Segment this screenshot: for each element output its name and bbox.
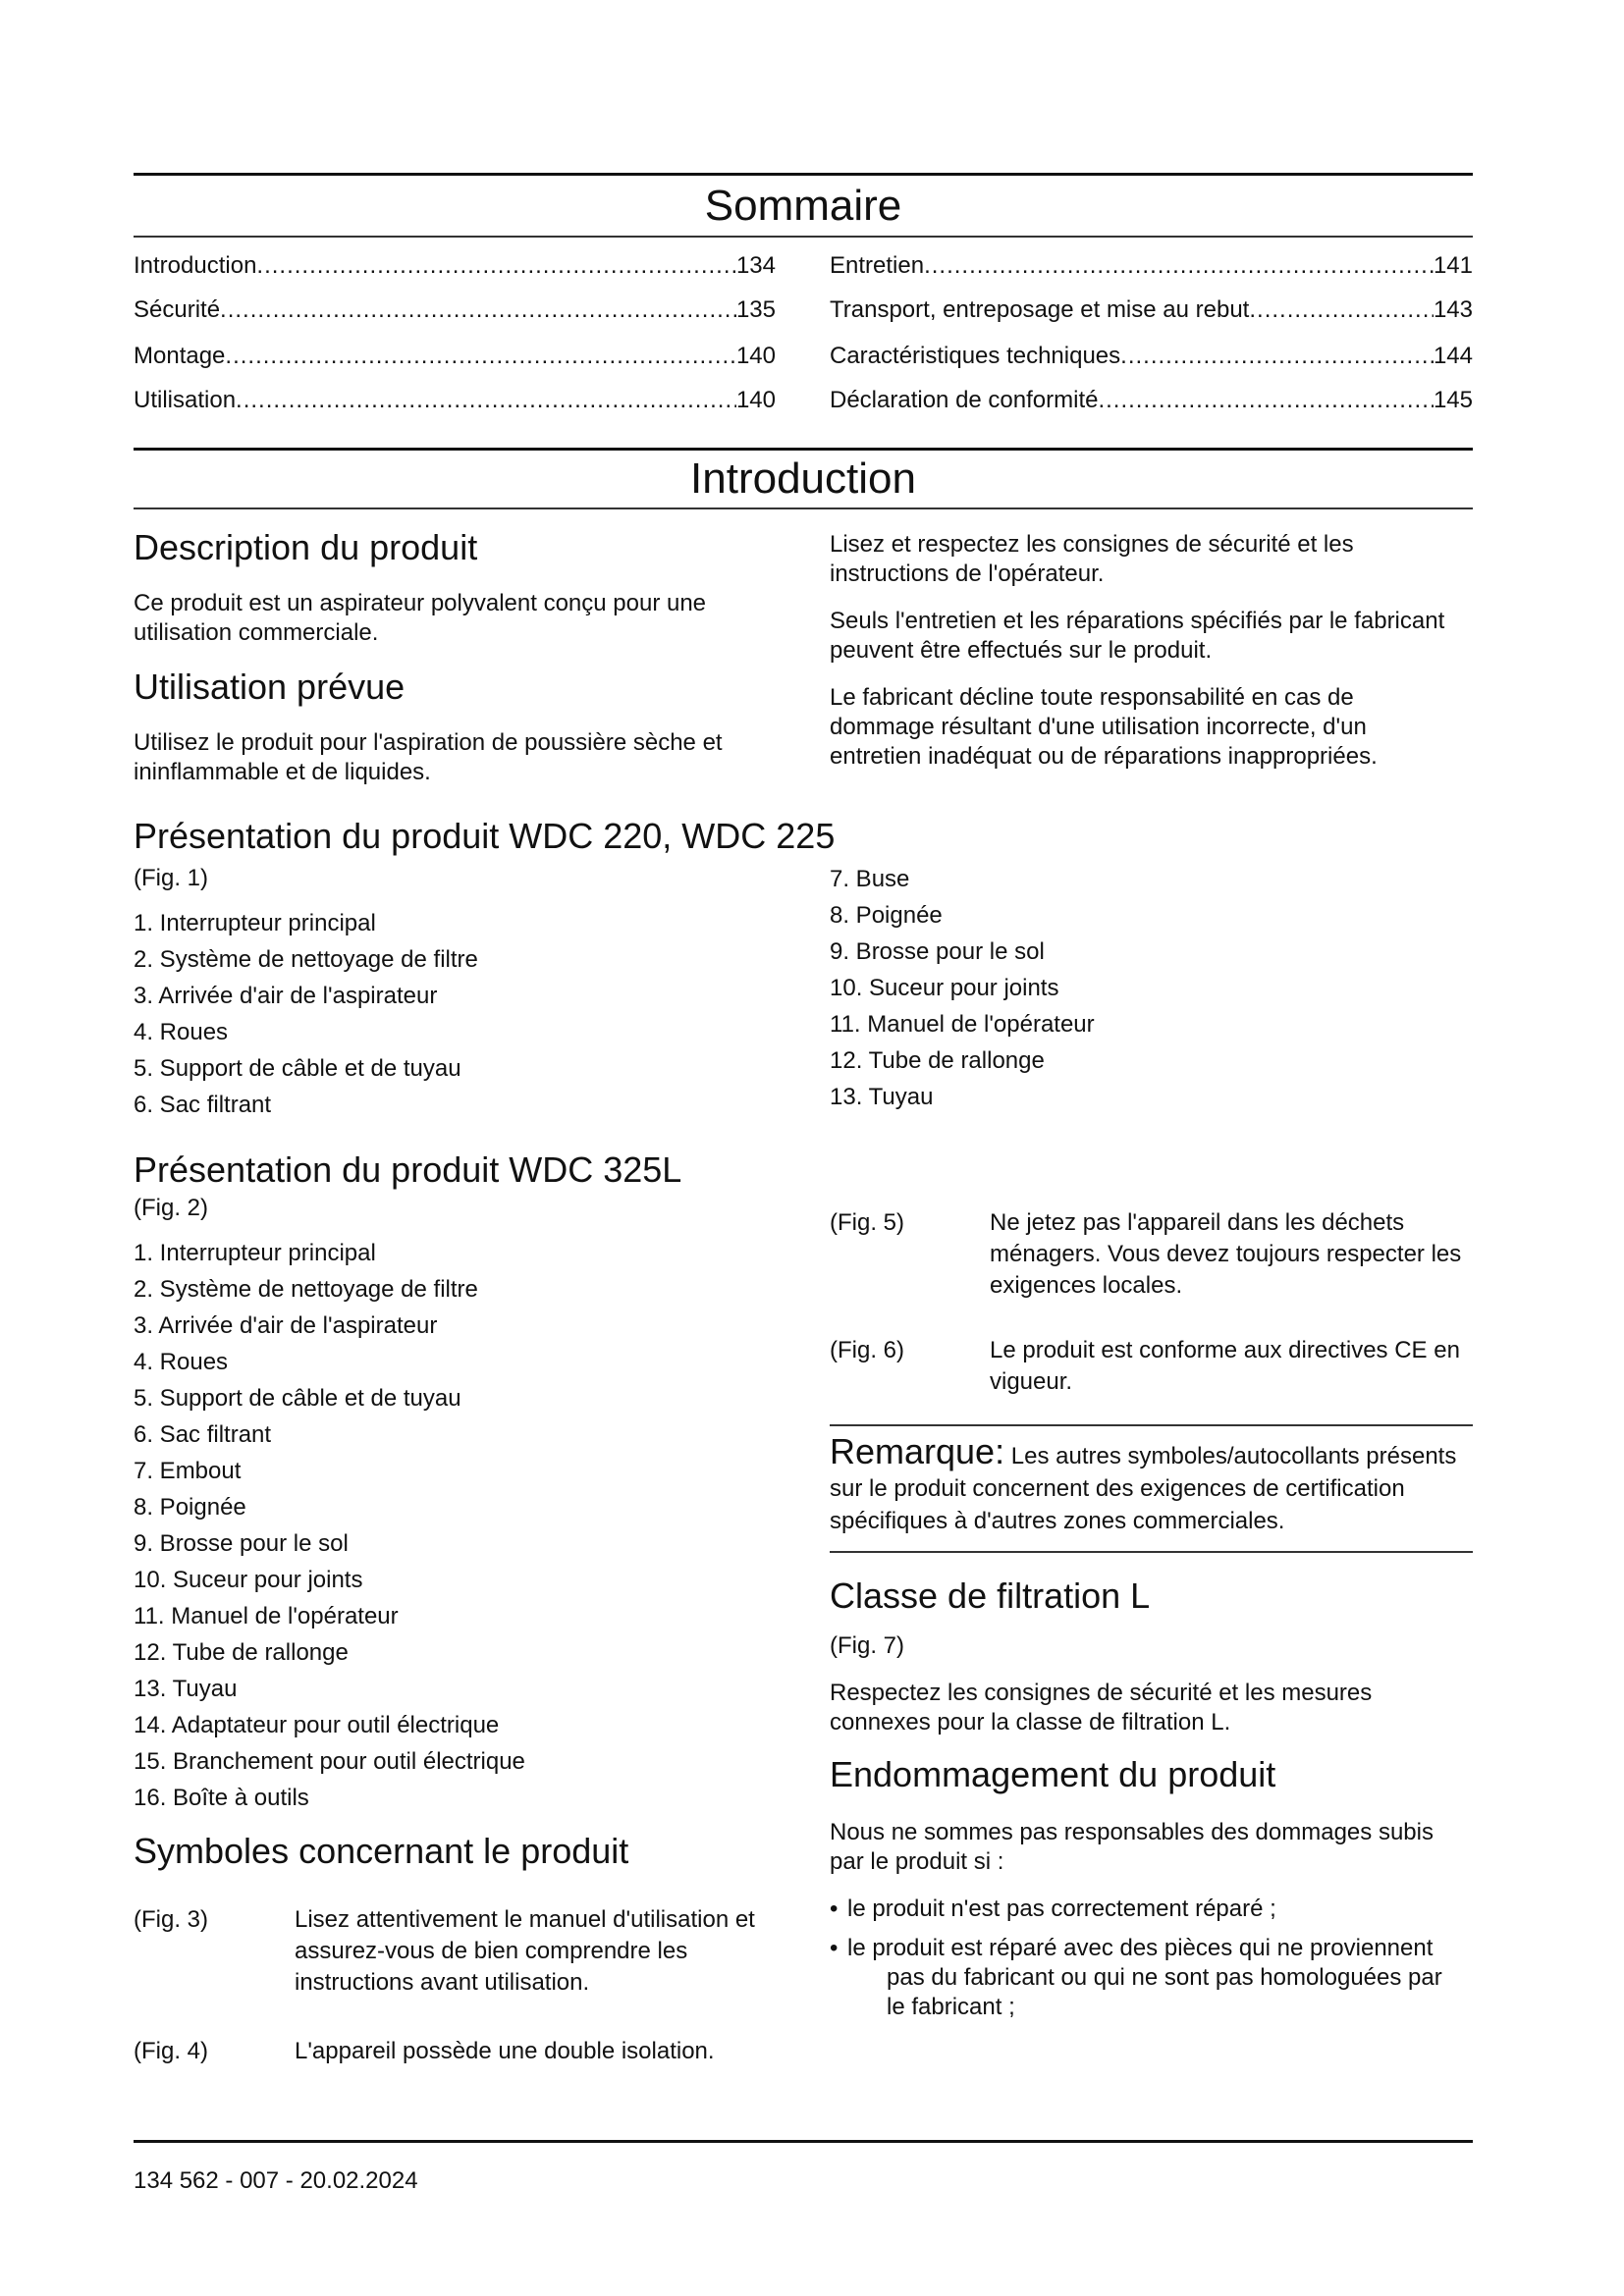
toc-entry-securite[interactable]: Sécurité ..... 135 [134,295,776,325]
description-heading: Description du produit [134,527,478,567]
bullet-dot: • [830,1935,839,1961]
overview1-list-left [134,905,478,1123]
remark-block [830,1431,1478,1537]
list-item: 16. Boîte à outils [134,1785,309,1811]
intro-right-p2: Seuls l'entretien et les réparations spécifiés par le fabricant peuvent être effectués sur le produit. [830,608,1445,664]
list-item: 2. Système de nettoyage de filtre [134,1276,478,1303]
list-item: 1. Interrupteur principal [134,910,376,936]
usage-text: Utilisez le produit pour l'aspiration de poussière sèche et ininflammable et de liquides. [134,729,723,785]
toc-entry-declaration[interactable]: Déclaration de conformité ..... 145 [830,386,1473,415]
damage-bullet-2: • le produit est réparé avec des pièces qui ne proviennent pas du fabricant ou qui ne sont pas homologuées par le fabricant ; [830,1935,1442,2020]
toc-entry-introduction[interactable]: Introduction ..... 134 [134,251,776,281]
toc-entry-caracteristiques[interactable]: Caractéristiques techniques ..... 144 [830,342,1473,371]
list-item: 5. Support de câble et de tuyau [134,1055,461,1082]
toc-entry-utilisation[interactable]: Utilisation ..... 140 [134,386,776,415]
fig6-text: Le produit est conforme aux directives CE en vigueur. [990,1337,1460,1395]
list-item: 2. Système de nettoyage de filtre [134,946,478,973]
list-item: 8. Poignée [134,1494,246,1521]
overview2-fig: (Fig. 2) [134,1195,209,1221]
description-text: Ce produit est un aspirateur polyvalent conçu pour une utilisation commerciale. [134,590,707,646]
list-item: 10. Suceur pour joints [134,1567,363,1593]
toc-title-rule [134,236,1473,238]
toc-entry-montage[interactable]: Montage ..... 140 [134,342,776,371]
intro-right-p1: Lisez et respectez les consignes de sécurité et les instructions de l'opérateur. [830,531,1354,587]
list-item: 6. Sac filtrant [134,1421,272,1448]
remark-text: Les autres symboles/autocollants présents sur le produit concernent des exigences de certification spécifiques à d'autres zones commerciales. [830,1443,1457,1534]
intro-top-rule [134,448,1473,451]
damage-heading: Endommagement du produit [830,1754,1276,1794]
list-item: 4. Roues [134,1019,229,1045]
filter-class-text: Respectez les consignes de sécurité et les mesures connexes pour la classe de filtration L. [830,1680,1373,1735]
filter-class-heading: Classe de filtration L [830,1575,1151,1616]
overview1-list-right [830,861,1095,1115]
damage-text: Nous ne sommes pas responsables des dommages subis par le produit si : [830,1819,1434,1875]
remark-bottom-rule [830,1551,1473,1553]
list-item: 1. Interrupteur principal [134,1240,376,1266]
list-item: 7. Buse [830,866,910,892]
fig4-ref: (Fig. 4) [134,2038,209,2064]
footer-rule [134,2140,1473,2143]
list-item: 12. Tube de rallonge [830,1047,1045,1074]
list-item: 15. Branchement pour outil électrique [134,1748,525,1775]
footer-doc-ref: 134 562 - 007 - 20.02.2024 [134,2167,418,2194]
list-item: 13. Tuyau [830,1084,934,1110]
toc-title: Sommaire [704,182,902,230]
list-item: 12. Tube de rallonge [134,1639,349,1666]
overview2-list [134,1235,525,1816]
list-item: 13. Tuyau [134,1676,238,1702]
usage-heading: Utilisation prévue [134,667,406,707]
bullet-dot: • [830,1896,839,1922]
damage-bullet-1: • le produit n'est pas correctement réparé ; [830,1896,1276,1922]
fig3-text: Lisez attentivement le manuel d'utilisation et assurez-vous de bien comprendre les instructions avant utilisation. [295,1906,755,1996]
toc-entry-transport[interactable]: Transport, entreposage et mise au rebut ..... 143 [830,295,1473,325]
remark-top-rule [830,1424,1473,1426]
overview2-heading: Présentation du produit WDC 325L [134,1149,682,1190]
intro-right-p3: Le fabricant décline toute responsabilité en cas de dommage résultant d'une utilisation incorrecte, d'un entretien inadéquat ou de réparations inappropriées. [830,684,1378,770]
list-item: 6. Sac filtrant [134,1092,272,1118]
fig5-ref: (Fig. 5) [830,1209,905,1236]
list-item: 14. Adaptateur pour outil électrique [134,1712,500,1738]
fig6-ref: (Fig. 6) [830,1337,905,1363]
fig3-ref: (Fig. 3) [134,1906,209,1933]
symbols-heading: Symboles concernant le produit [134,1831,629,1871]
filter-class-fig: (Fig. 7) [830,1632,905,1659]
intro-title: Introduction [690,454,916,503]
list-item: 11. Manuel de l'opérateur [134,1603,399,1629]
intro-title-rule [134,507,1473,509]
list-item: 7. Embout [134,1458,242,1484]
list-item: 3. Arrivée d'air de l'aspirateur [134,1312,438,1339]
fig5-text: Ne jetez pas l'appareil dans les déchets ménagers. Vous devez toujours respecter les exigences locales. [990,1209,1462,1299]
list-item: 8. Poignée [830,902,943,929]
fig4-text: L'appareil possède une double isolation. [295,2038,715,2064]
top-rule [134,173,1473,176]
remark-label: Remarque: [830,1431,1005,1471]
overview1-heading: Présentation du produit WDC 220, WDC 225 [134,816,836,856]
list-item: 10. Suceur pour joints [830,975,1059,1001]
list-item: 4. Roues [134,1349,229,1375]
list-item: 9. Brosse pour le sol [134,1530,349,1557]
list-item: 5. Support de câble et de tuyau [134,1385,461,1412]
overview1-fig: (Fig. 1) [134,865,209,891]
list-item: 3. Arrivée d'air de l'aspirateur [134,983,438,1009]
toc-entry-entretien[interactable]: Entretien ..... 141 [830,251,1473,281]
list-item: 9. Brosse pour le sol [830,938,1045,965]
list-item: 11. Manuel de l'opérateur [830,1011,1095,1038]
